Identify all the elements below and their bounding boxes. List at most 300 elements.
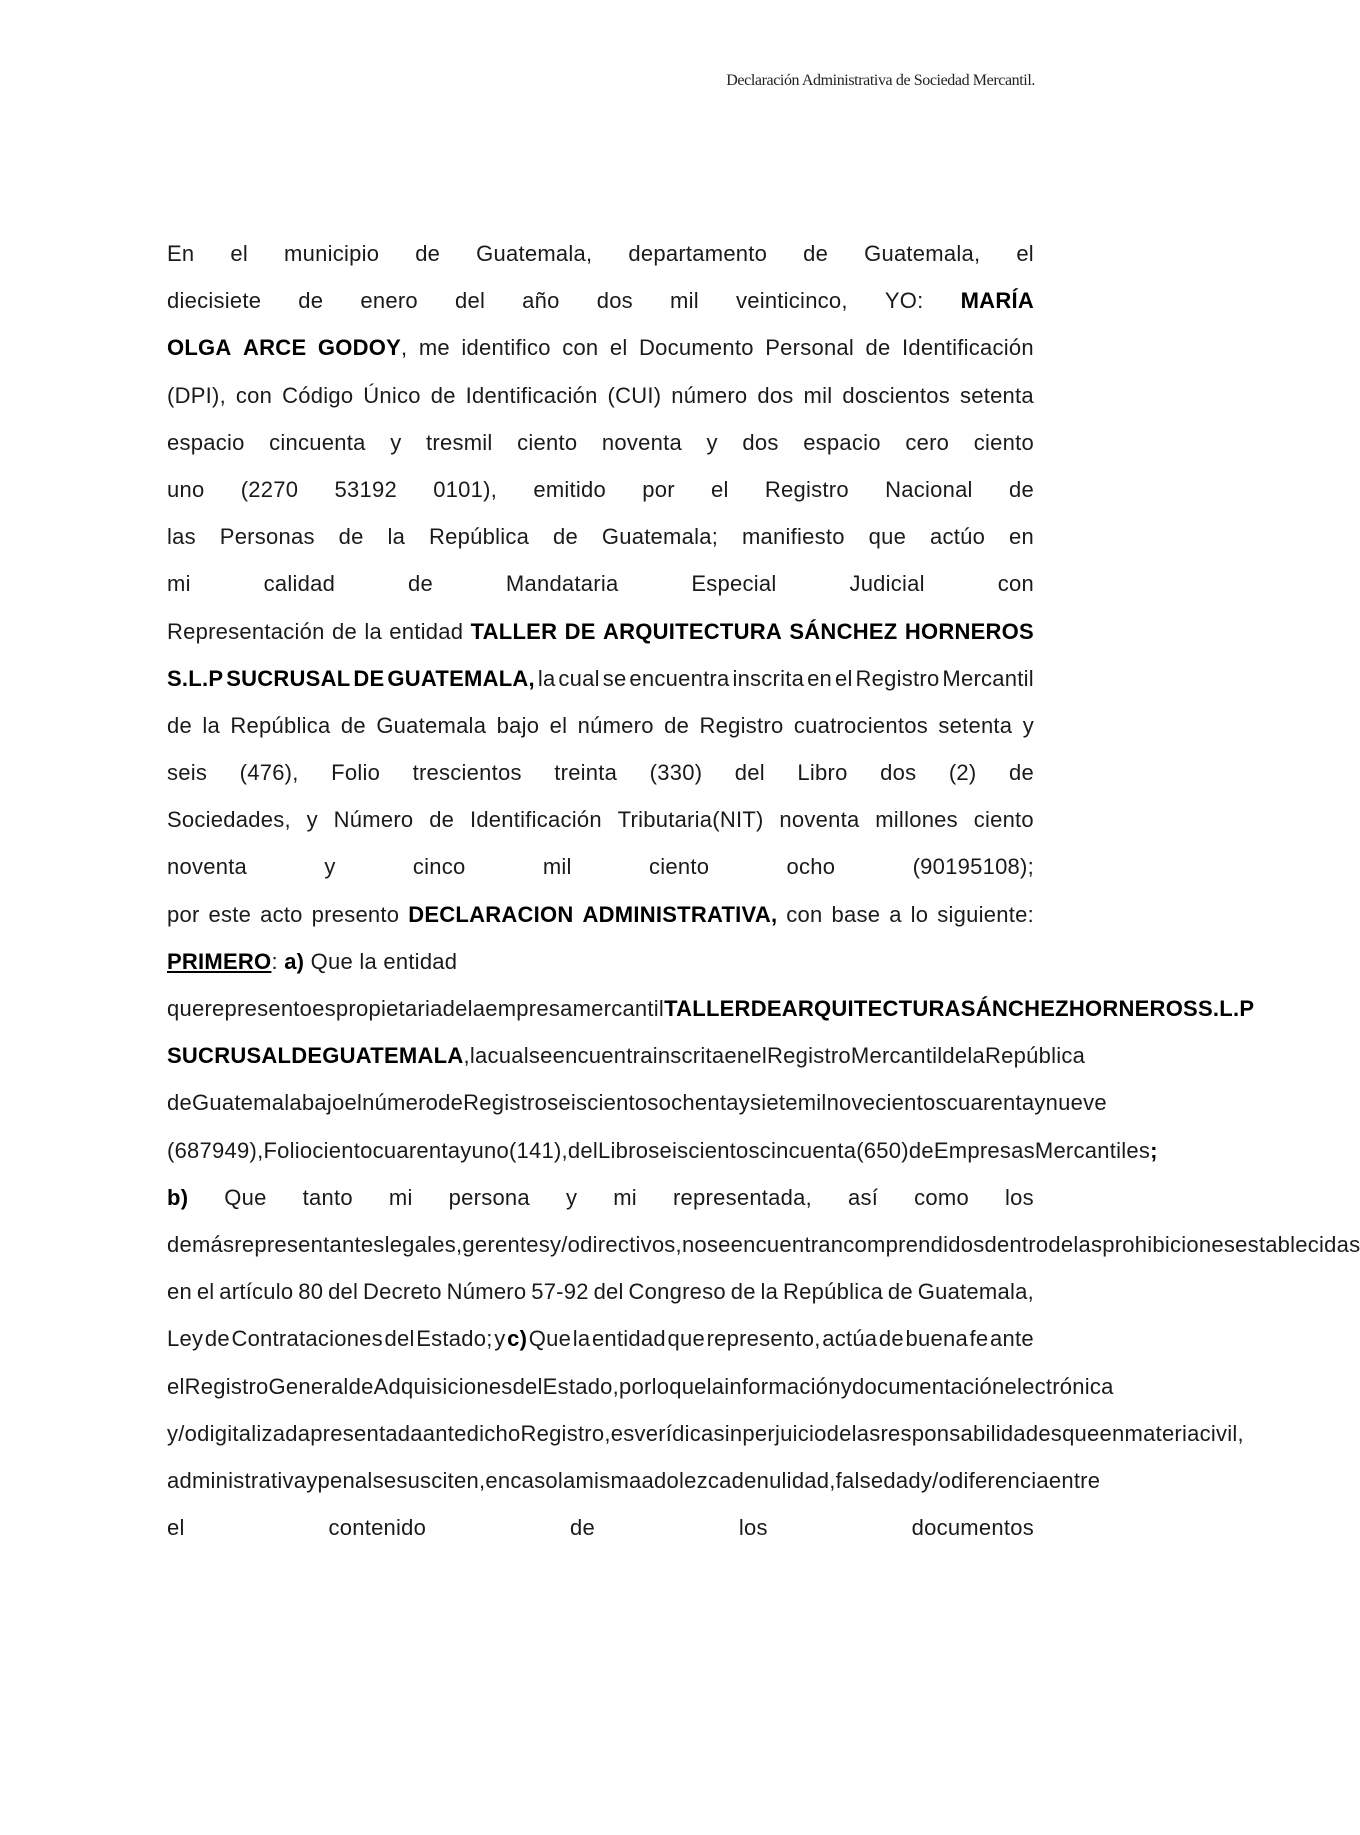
word: información (724, 1373, 841, 1399)
word: mi (167, 571, 191, 597)
word: a (889, 901, 902, 927)
word: administrativa (167, 1467, 307, 1493)
word: S.L.P (1197, 996, 1255, 1021)
word: Sociedades, (167, 807, 291, 833)
word: ciento (312, 1137, 373, 1163)
text-line (167, 277, 1034, 324)
word: así (848, 1184, 879, 1210)
word: cincuenta (759, 1137, 857, 1163)
word: mil (803, 382, 833, 408)
word: contenido (328, 1515, 427, 1541)
word: de (908, 1137, 934, 1163)
word: ARQUITECTURA (781, 996, 961, 1021)
word: caso (510, 1467, 558, 1493)
word: Registro, (520, 1420, 611, 1446)
word: ciento (973, 429, 1034, 455)
word: Único (363, 382, 421, 408)
word: Mandataria (505, 571, 619, 597)
word: Código (282, 382, 354, 408)
word: que (868, 524, 907, 550)
word: de (298, 288, 324, 314)
word: y (1022, 712, 1034, 738)
word: Estado, (542, 1373, 620, 1399)
word: mercantil (572, 996, 665, 1021)
word: se (372, 1467, 397, 1493)
word: la (572, 1326, 591, 1352)
word: Especial (691, 571, 777, 597)
word: base (831, 901, 881, 927)
word: la (469, 1043, 488, 1069)
word: departamento (628, 241, 768, 266)
text-line (167, 1174, 1034, 1221)
word: espacio (167, 429, 245, 455)
word: dos (880, 760, 917, 786)
word: las (167, 524, 196, 550)
word: mil (542, 854, 572, 880)
word: GUATEMALA, (322, 1043, 470, 1069)
word: de (331, 618, 357, 644)
text-line (167, 1268, 1034, 1315)
word: República (985, 1043, 1086, 1069)
word: de (731, 1467, 757, 1493)
text-line (167, 1315, 1034, 1362)
word: de (865, 335, 891, 361)
word: Estado; (416, 1326, 493, 1352)
word: adolezca (641, 1467, 732, 1493)
word: MARÍA (960, 288, 1034, 314)
word: ante (990, 1326, 1034, 1352)
word: documentación (852, 1373, 1005, 1399)
word: cual (487, 1043, 529, 1069)
word: dos (757, 382, 794, 408)
text-line (167, 372, 1034, 419)
word: la (467, 996, 486, 1021)
word: Número (333, 807, 414, 833)
text-line (167, 1032, 1086, 1079)
word: la (202, 712, 221, 738)
word: de (942, 1043, 968, 1069)
text-line (167, 1504, 1034, 1551)
word: Guatemala, (917, 1279, 1034, 1305)
word: HORNEROS (1068, 996, 1198, 1021)
word: Mercantil (942, 665, 1034, 691)
word: calidad (263, 571, 336, 597)
word: materia (1124, 1420, 1200, 1446)
word: YO: (884, 288, 924, 314)
word: dentro (984, 1231, 1049, 1257)
word: es (312, 996, 336, 1021)
word: bajo (496, 712, 540, 738)
word: ARQUITECTURA (603, 618, 783, 644)
word: de (552, 524, 578, 550)
word: la (537, 665, 556, 691)
word: acto (260, 901, 303, 927)
word: de (338, 524, 364, 550)
word: Guatemala (376, 712, 487, 738)
word: el (344, 1090, 363, 1116)
word: las (851, 1420, 881, 1446)
word: en (1099, 1420, 1125, 1446)
word: represento (204, 996, 313, 1021)
word: la (706, 1373, 725, 1399)
word: del (512, 1373, 543, 1399)
text-line (167, 1079, 1107, 1126)
word: (DPI), (167, 382, 226, 408)
word: actúa (822, 1326, 878, 1352)
word: de (348, 1373, 374, 1399)
word: entidad (389, 618, 464, 644)
word: ante (422, 1420, 467, 1446)
word: HORNEROS (904, 618, 1034, 644)
word: Registro (184, 1373, 269, 1399)
word: con (235, 382, 273, 408)
word: b) (167, 1184, 189, 1210)
word: Guatemala; (601, 524, 719, 550)
text-line (167, 1410, 1244, 1457)
word: y (460, 1137, 472, 1163)
word: Decreto (363, 1279, 442, 1305)
word: siete (749, 1090, 798, 1116)
word: (650) (856, 1137, 909, 1163)
word: y (840, 1373, 853, 1399)
word: doscientos (842, 382, 951, 408)
word: en (485, 1467, 511, 1493)
word: OLGA (167, 335, 232, 361)
word: Identificación (901, 335, 1034, 361)
word: los (738, 1515, 768, 1541)
word: DE (564, 618, 596, 644)
text-line (167, 560, 1034, 607)
text-line (167, 1221, 1360, 1268)
word: cincuenta (269, 429, 366, 455)
word: seiscientos (547, 1090, 659, 1116)
word: Libro (797, 760, 848, 786)
word: municipio (284, 241, 380, 266)
word: de (167, 712, 192, 738)
word: (2270 (240, 476, 299, 502)
word: Guatemala, (476, 241, 593, 266)
word: novecientos (826, 1090, 947, 1116)
word: noventa (601, 429, 682, 455)
word: nueve (1045, 1090, 1107, 1116)
word: Representación (167, 618, 325, 644)
word: perjuicio (742, 1420, 827, 1446)
word: Que (310, 948, 353, 974)
word: cuarenta (372, 1137, 461, 1163)
word: Guatemala (191, 1090, 302, 1116)
word: 80 (298, 1279, 324, 1305)
word: el (834, 665, 853, 691)
word: c) (507, 1326, 528, 1352)
word: Personas (219, 524, 315, 550)
word: identifico (461, 335, 551, 361)
word: la (557, 1467, 576, 1493)
word: cuarenta (946, 1090, 1035, 1116)
word: por (642, 476, 675, 502)
word: nulidad, (756, 1467, 836, 1493)
text-line (167, 749, 1034, 796)
word: treinta (554, 760, 618, 786)
word: de (1048, 1231, 1074, 1257)
word: ochenta (658, 1090, 739, 1116)
word: con (786, 901, 823, 927)
word: uno (471, 1137, 509, 1163)
word: GUATEMALA, (387, 665, 535, 691)
word: de (664, 712, 690, 738)
word: cual (558, 665, 600, 691)
word: Nacional (885, 476, 973, 502)
word: mil (670, 288, 699, 314)
word: y (706, 429, 718, 455)
word: del (384, 1326, 415, 1352)
text-line (167, 230, 1034, 277)
word: uno (167, 476, 205, 502)
word: Que (224, 1184, 267, 1210)
word: dos (742, 429, 779, 455)
word: se (706, 1231, 731, 1257)
word: de (438, 1090, 464, 1116)
word: diferencia (950, 1467, 1049, 1493)
word: (687949), (167, 1137, 264, 1163)
word: número (362, 1090, 439, 1116)
word: Mercantil (850, 1043, 943, 1069)
word: sin (713, 1420, 743, 1446)
word: de (442, 996, 468, 1021)
text-line (167, 1127, 1158, 1174)
word: presentada (310, 1420, 423, 1446)
word: y (324, 854, 336, 880)
word: de (415, 241, 441, 266)
word: Identificación (469, 807, 602, 833)
word: se (528, 1043, 553, 1069)
word: electrónica (1004, 1373, 1114, 1399)
word: que (1062, 1420, 1100, 1446)
word: entre (1048, 1467, 1101, 1493)
word: artículo (219, 1279, 294, 1305)
word: presento (311, 901, 400, 927)
word: bajo (301, 1090, 345, 1116)
word: la (760, 1279, 779, 1305)
word: Ley (167, 1326, 204, 1352)
word: las (1073, 1231, 1103, 1257)
word: setenta (938, 712, 1013, 738)
word: el (196, 1279, 215, 1305)
text-line (167, 419, 1034, 466)
word: no (681, 1231, 707, 1257)
word: la (967, 1043, 986, 1069)
word: inscrita (652, 1043, 725, 1069)
word: represento, (706, 1326, 821, 1352)
word: espacio (803, 429, 881, 455)
word: en (167, 1279, 192, 1305)
word: (476), (239, 760, 299, 786)
word: ciento (973, 807, 1034, 833)
word: la (364, 618, 382, 644)
word: dos (596, 288, 633, 314)
word: los (1004, 1184, 1034, 1210)
word: número (671, 382, 748, 408)
word: Registro (764, 476, 849, 502)
word: la (359, 948, 377, 974)
text-line (167, 796, 1034, 843)
word: del (328, 1279, 359, 1305)
word: por (167, 901, 200, 927)
word: el (711, 476, 729, 502)
word: el (1016, 241, 1034, 266)
word: PRIMERO: (167, 948, 278, 974)
text-line (167, 513, 1034, 560)
word: S.L.P (167, 665, 224, 691)
word: Número (446, 1279, 527, 1305)
word: ciento (517, 429, 578, 455)
word: que (167, 996, 205, 1021)
word: 53192 (334, 476, 397, 502)
word: Adquisiciones (373, 1373, 513, 1399)
word: (330) (649, 760, 703, 786)
running-header: Declaración Administrativa de Sociedad Mercantil. (726, 72, 1035, 89)
word: Que (528, 1326, 572, 1352)
text-line (167, 938, 1034, 985)
word: Guatemala, (864, 241, 981, 266)
word: falsedad (835, 1467, 921, 1493)
word: de (730, 1279, 756, 1305)
word: en (807, 665, 833, 691)
word: SÁNCHEZ (789, 618, 898, 644)
word: TALLER (470, 618, 558, 644)
word: que (669, 1373, 707, 1399)
word: de (340, 712, 366, 738)
word: seiscientos (648, 1137, 760, 1163)
word: año (522, 288, 560, 314)
word: noventa (167, 854, 248, 880)
word: SUCRUSAL (167, 1043, 292, 1069)
word: legales, (384, 1231, 463, 1257)
word: directivos, (580, 1231, 682, 1257)
word: (141), (508, 1137, 568, 1163)
text-line (167, 985, 1255, 1032)
word: y/o (920, 1467, 951, 1493)
word: TALLER (664, 996, 751, 1021)
word: del (734, 760, 765, 786)
text-line (167, 655, 1034, 702)
word: este (208, 901, 252, 927)
word: DE (353, 665, 385, 691)
word: Contrataciones (231, 1326, 383, 1352)
word: el (749, 1043, 767, 1069)
word: número (577, 712, 654, 738)
word: y (390, 429, 402, 455)
text-line (167, 466, 1034, 513)
word: lo (910, 901, 929, 927)
word: de (167, 1090, 192, 1116)
word: de (408, 571, 433, 597)
word: verídica (634, 1420, 714, 1446)
word: Documento (638, 335, 754, 361)
word: y/o (550, 1231, 581, 1257)
word: Libro (598, 1137, 649, 1163)
word: República (230, 712, 331, 738)
word: digitalizada (197, 1420, 311, 1446)
word: persona (448, 1184, 530, 1210)
word: y (306, 807, 318, 833)
word: que (667, 1326, 705, 1352)
word: General (268, 1373, 349, 1399)
word: de (429, 807, 455, 833)
word: actúo (930, 524, 986, 550)
word: en (1008, 524, 1034, 550)
word: veinticinco, (735, 288, 848, 314)
word: y/o (167, 1420, 198, 1446)
word: el (230, 241, 249, 266)
word: prohibiciones (1102, 1231, 1236, 1257)
word: dicho (466, 1420, 521, 1446)
word: seis (167, 760, 208, 786)
word: representantes (234, 1231, 385, 1257)
word: cinco (412, 854, 466, 880)
word: (90195108); (912, 854, 1034, 880)
word: mi (388, 1184, 413, 1210)
word: representada, (672, 1184, 812, 1210)
text-line (167, 843, 1034, 890)
word: ARCE (243, 335, 307, 361)
word: Registro (699, 712, 784, 738)
word: Folio (331, 760, 381, 786)
word: Identificación (465, 382, 598, 408)
word: de (430, 382, 456, 408)
word: es (610, 1420, 635, 1446)
word: cero (905, 429, 950, 455)
word: de (826, 1420, 852, 1446)
word: propietaria (335, 996, 443, 1021)
word: ADMINISTRATIVA, (582, 901, 778, 927)
word: inscrita (732, 665, 805, 691)
word: fe (969, 1326, 989, 1352)
word: encuentra (629, 665, 730, 691)
word: Empresas (933, 1137, 1035, 1163)
text-line (167, 324, 1034, 371)
word: Registro (855, 665, 940, 691)
word: Congreso (628, 1279, 726, 1305)
word: encuentran (730, 1231, 844, 1257)
text-line (167, 1457, 1101, 1504)
word: mil (797, 1090, 827, 1116)
word: misma (575, 1467, 642, 1493)
word: mi (613, 1184, 637, 1210)
word: Registro (463, 1090, 548, 1116)
word: de (878, 1326, 904, 1352)
word: y (738, 1090, 750, 1116)
word: de (1008, 476, 1034, 502)
word: lo (651, 1373, 670, 1399)
word: comprendidos (843, 1231, 985, 1257)
word: la (387, 524, 406, 550)
word: SUCRUSAL (226, 665, 351, 691)
word: tresmil (426, 429, 493, 455)
word: se (602, 665, 627, 691)
word: Mercantiles; (1034, 1137, 1158, 1163)
word: 57-92 (531, 1279, 589, 1305)
word: ciento (649, 854, 710, 880)
word: manifiesto (741, 524, 845, 550)
word: del (567, 1137, 599, 1163)
word: a) (284, 948, 305, 974)
text-line (167, 608, 1034, 655)
word: SÁNCHEZ (960, 996, 1069, 1021)
word: Personal (765, 335, 855, 361)
text-line (167, 891, 1034, 938)
word: República (782, 1279, 884, 1305)
word: el (549, 712, 568, 738)
